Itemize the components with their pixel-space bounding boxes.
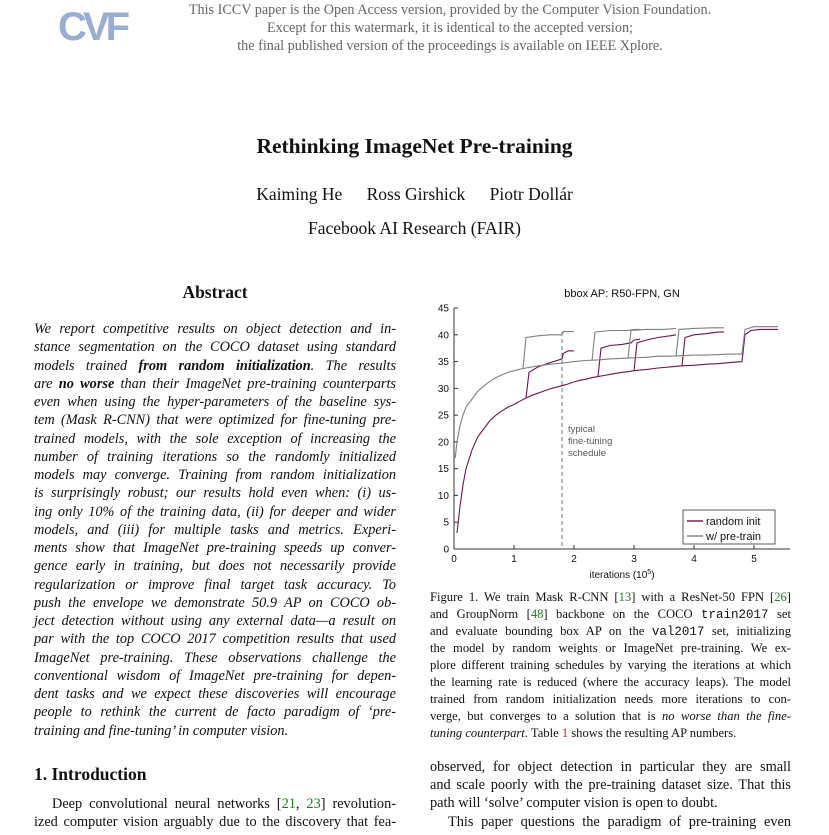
citation-link[interactable]: 48	[530, 607, 544, 621]
x-tick-label: 5	[751, 554, 757, 565]
abstract-line: models may converge. Training from random initialization	[34, 467, 396, 483]
caption-line-5: plore different training schedules by varying the iterations at which	[430, 658, 791, 672]
caption-line-4: the model by random weights or ImageNet pre-training. We ex-	[430, 641, 791, 655]
x-tick-label: 4	[691, 554, 697, 565]
dataset-name: train2017	[701, 608, 769, 622]
table-link[interactable]: 1	[561, 726, 569, 740]
abstract-line: models, and (iii) for multiple tasks and metrics. Experi-	[34, 521, 396, 538]
abstract-line: ments show that ImageNet pre-training speeds up conver-	[34, 540, 396, 556]
abstract-line: push the envelope we demonstrate 50.9 AP on COCO ob-	[34, 594, 396, 611]
right-col-line-3: path will ‘solve’ computer vision is open to doubt.	[430, 795, 718, 811]
random-init-series-branch	[526, 351, 574, 398]
watermark-line-1: This ICCV paper is the Open Access version, provided by the Computer Vision Foundation.	[188, 2, 712, 18]
chart-svg	[428, 284, 798, 584]
abstract-line: ing only 10% of the training data, (ii) for deeper and wider	[34, 503, 396, 520]
y-tick-label: 30	[437, 383, 449, 395]
figure-1-chart	[428, 284, 798, 584]
caption-line-9	[430, 724, 791, 743]
abstract-emphasis: from random initialization	[138, 357, 311, 374]
x-tick-label: 1	[511, 554, 517, 565]
abstract-line: people to rethink the current de facto paradigm of ‘pre-	[34, 704, 396, 721]
citation-link[interactable]: 23	[306, 796, 321, 812]
intro-text: ] revolution-	[320, 796, 396, 812]
abstract-line: We report competitive results on object detection and in-	[34, 321, 396, 337]
citation-link[interactable]: 13	[618, 590, 632, 604]
abstract-text: than their ImageNet pre-training counterparts	[114, 375, 396, 392]
abstract-line: gence early in training, but does not necessarily provide	[34, 558, 396, 575]
watermark-line-3: the final published version of the proceedings is available on IEEE Xplore.	[237, 38, 663, 54]
abstract-line: ject detection without using any external data—a result on	[34, 613, 396, 629]
caption-text: and GroupNorm [	[430, 607, 531, 621]
right-col-line-4: This paper questions the paradigm of pre-training even	[448, 814, 791, 830]
y-tick-label: 0	[443, 544, 449, 556]
abstract-text: models trained	[34, 357, 139, 374]
pretrain-series-branch	[628, 328, 676, 358]
author-3: Piotr Dollár	[489, 184, 573, 204]
abstract-line: conventional wisdom of ImageNet pre-training for depen-	[34, 667, 396, 684]
y-tick-label: 45	[437, 303, 449, 315]
x-tick-label: 3	[631, 554, 637, 565]
abstract-line: number of training iterations so the randomly initialized	[34, 448, 396, 465]
caption-text: and evaluate bounding box AP on the	[430, 624, 652, 638]
cvf-logo-text: CVF	[58, 5, 126, 46]
abstract-line: training and fine-tuning’ in computer vision.	[34, 722, 289, 739]
intro-text: ,	[295, 796, 307, 812]
affiliation: Facebook AI Research (FAIR)	[307, 218, 522, 238]
y-tick-label: 40	[437, 330, 449, 342]
caption-line-1	[430, 588, 791, 607]
intro-text: Deep convolutional neural networks [	[52, 796, 282, 812]
right-col-line-1: observed, for object detection in particular they are small	[430, 759, 791, 775]
author-1: Kaiming He	[256, 184, 343, 204]
abstract-line: stance segmentation on the COCO dataset using standard	[34, 339, 396, 356]
intro-line-1	[52, 795, 396, 813]
intro-line-2: ized computer vision arguably due to the discovery that fea-	[34, 814, 396, 830]
y-tick-label: 20	[437, 437, 449, 449]
legend-label: w/ pre-train	[706, 531, 762, 543]
abstract-text: . The results	[310, 357, 397, 374]
abstract-line: regularization or improve final target task accuracy. To	[34, 576, 396, 593]
caption-text: ] with a ResNet-50 FPN [	[631, 590, 775, 604]
caption-italic: no worse than the fine-	[662, 709, 791, 723]
caption-text: shows the resulting AP numbers.	[568, 726, 737, 740]
caption-text: verge, but converges to a solution that is	[430, 709, 662, 723]
watermark-line-2: Except for this watermark, it is identical to the accepted version;	[267, 20, 633, 36]
abstract-emphasis: no worse	[58, 375, 115, 392]
y-tick-label: 25	[437, 410, 449, 422]
abstract-line: trained models, with the sole exception of increasing the	[34, 430, 396, 447]
y-tick-label: 15	[437, 464, 449, 476]
author-2: Ross Girshick	[366, 184, 466, 204]
chart-title: bbox AP: R50-FPN, GN	[564, 288, 680, 300]
caption-text: ]	[786, 590, 791, 604]
abstract-line: even when using the hyper-parameters of the baseline sys-	[34, 394, 396, 410]
caption-line-6: the learning rate is reduced (where the accuracy leaps). The model	[430, 675, 791, 689]
abstract-line: is surprisingly robust; our results hold even when: (i) us-	[34, 485, 396, 502]
abstract-text: are	[34, 375, 59, 392]
citation-link[interactable]: 21	[281, 796, 296, 812]
caption-text: ] backbone on the COCO	[543, 607, 702, 621]
abstract-line: par with the top COCO 2017 competition results that used	[34, 631, 396, 648]
intro-heading: 1. Introduction	[34, 764, 147, 784]
abstract-line	[34, 357, 396, 375]
x-tick-label: 2	[571, 554, 577, 565]
author-list	[0, 184, 829, 205]
y-tick-label: 10	[437, 490, 449, 502]
abstract-line: tem (Mask R-CNN) that were optimized for fine-tuning pre-	[34, 412, 396, 429]
citation-link[interactable]: 26	[774, 590, 787, 604]
schedule-annotation: schedule	[568, 448, 607, 459]
caption-text: set, initializing	[704, 624, 792, 638]
random-init-series-branch	[682, 332, 724, 366]
right-col-line-2: and scale poorly with the pre-training dataset size. That this	[430, 777, 791, 793]
schedule-annotation: typical	[568, 424, 595, 435]
x-tick-label: 0	[451, 554, 457, 565]
caption-text: Figure 1. We train Mask R-CNN [	[430, 590, 619, 604]
random-init-series-branch	[634, 335, 676, 371]
caption-line-8	[430, 707, 791, 726]
pretrain-series-line	[455, 327, 778, 458]
abstract-line	[34, 375, 396, 393]
paper-title: Rethinking ImageNet Pre-training	[256, 134, 573, 158]
legend-label: random init	[706, 516, 761, 528]
caption-italic: tuning counterpart	[430, 726, 525, 740]
schedule-annotation: fine-tuning	[568, 436, 613, 447]
caption-text: . Table	[524, 726, 562, 740]
caption-text: set	[768, 607, 791, 621]
cvf-logo	[58, 4, 132, 46]
x-axis-label: iterations $(10^5)$	[589, 569, 655, 581]
abstract-line: dent tasks and we expect these discoveries will encourage	[34, 686, 396, 702]
abstract-heading: Abstract	[182, 282, 248, 302]
dataset-name: val2017	[651, 625, 705, 639]
y-tick-label: 5	[443, 517, 449, 529]
caption-line-7: trained from random initialization needs more iterations to con-	[430, 692, 791, 706]
y-tick-label: 35	[437, 357, 449, 369]
abstract-line: ImageNet pre-training. These observations challenge the	[34, 649, 396, 666]
random-init-series-line	[457, 329, 778, 533]
